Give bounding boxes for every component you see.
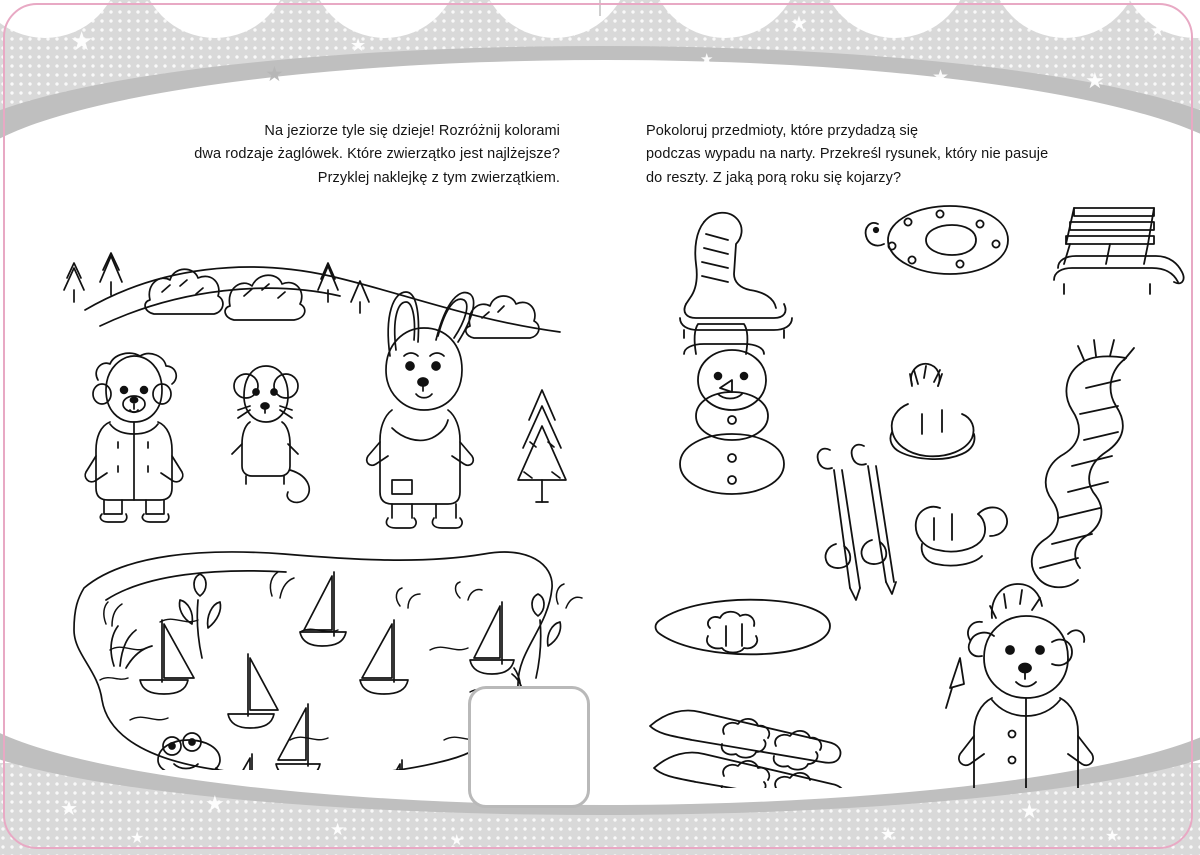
star-icon: ★ — [560, 16, 580, 41]
star-icon: ★ — [60, 798, 78, 820]
right-instruction-line-1: Pokoloruj przedmioty, które przydadzą się — [646, 123, 919, 139]
right-instruction-line-3: do reszty. Z jaką porą roku się kojarzy? — [646, 169, 902, 186]
star-icon: ★ — [70, 26, 94, 56]
page-gutter — [599, 0, 601, 16]
snowman-icon — [680, 324, 784, 494]
star-icon: ★ — [200, 13, 216, 32]
star-icon: ★ — [932, 67, 950, 88]
right-instruction-line-2: podczas wypadu na narty. Przekreśl rysunek, który nie pasuje — [646, 146, 1049, 163]
star-icon: ★ — [330, 820, 346, 839]
rabbit-character — [367, 292, 474, 528]
mitten-icon — [916, 507, 1007, 566]
bear-character — [85, 353, 183, 522]
right-task-instructions — [620, 110, 1180, 190]
bush-3 — [466, 296, 539, 338]
tree-small-1 — [64, 263, 84, 302]
ski-poles-icon — [818, 445, 896, 600]
star-icon: ★ — [350, 35, 367, 55]
sailboat-7 — [214, 754, 264, 770]
cattail-2 — [532, 594, 561, 678]
skis-icon — [650, 711, 845, 788]
worksheet-content — [0, 110, 1200, 770]
star-icon: ★ — [1020, 800, 1039, 823]
sled-icon — [1054, 208, 1184, 294]
cattail-1 — [180, 574, 221, 658]
star-icon: ★ — [1085, 68, 1105, 93]
star-icon: ★ — [450, 832, 464, 849]
winter-items-illustration — [640, 188, 1200, 788]
star-icon: ★ — [1105, 828, 1120, 845]
left-instruction-line-2: dwa rodzaje żaglówek. Które zwierzątko jest najlżejsze? — [194, 146, 560, 163]
star-icon: ★ — [265, 63, 284, 86]
fir-tree — [518, 390, 566, 502]
sailboat-3 — [300, 572, 346, 646]
star-icon: ★ — [900, 15, 915, 32]
snowboard-icon — [656, 600, 831, 655]
scarf-icon — [1032, 340, 1134, 587]
star-icon: ★ — [487, 65, 503, 84]
star-icon: ★ — [790, 13, 808, 35]
tree-small-3 — [318, 263, 338, 302]
bush-2 — [225, 275, 305, 320]
left-instruction-line-3: Przyklej naklejkę z tym zwierzątkiem. — [317, 169, 560, 186]
left-instruction-line-1: Na jeziorze tyle się dzieje! Rozróżnij kolorami — [264, 123, 560, 139]
star-icon: ★ — [880, 824, 897, 844]
right-task — [620, 110, 1180, 190]
left-task — [30, 110, 590, 190]
mouse-character — [232, 366, 309, 502]
sailboat-5 — [470, 602, 514, 674]
lake-scene-illustration — [40, 180, 600, 770]
sailboat-2 — [228, 654, 278, 728]
swim-ring-icon — [866, 206, 1008, 274]
dog-character — [946, 584, 1093, 788]
star-icon: ★ — [700, 51, 714, 68]
winter-cap-icon — [890, 364, 974, 459]
star-icon: ★ — [130, 830, 145, 847]
ice-skate-icon — [680, 213, 792, 338]
star-icon: ★ — [1150, 21, 1166, 40]
sailboat-1 — [140, 620, 194, 694]
sailboat-4 — [360, 620, 408, 694]
sticker-placeholder-box[interactable] — [468, 686, 590, 808]
tree-small-2 — [100, 253, 122, 295]
star-icon: ★ — [205, 791, 225, 816]
left-task-instructions — [30, 110, 590, 190]
